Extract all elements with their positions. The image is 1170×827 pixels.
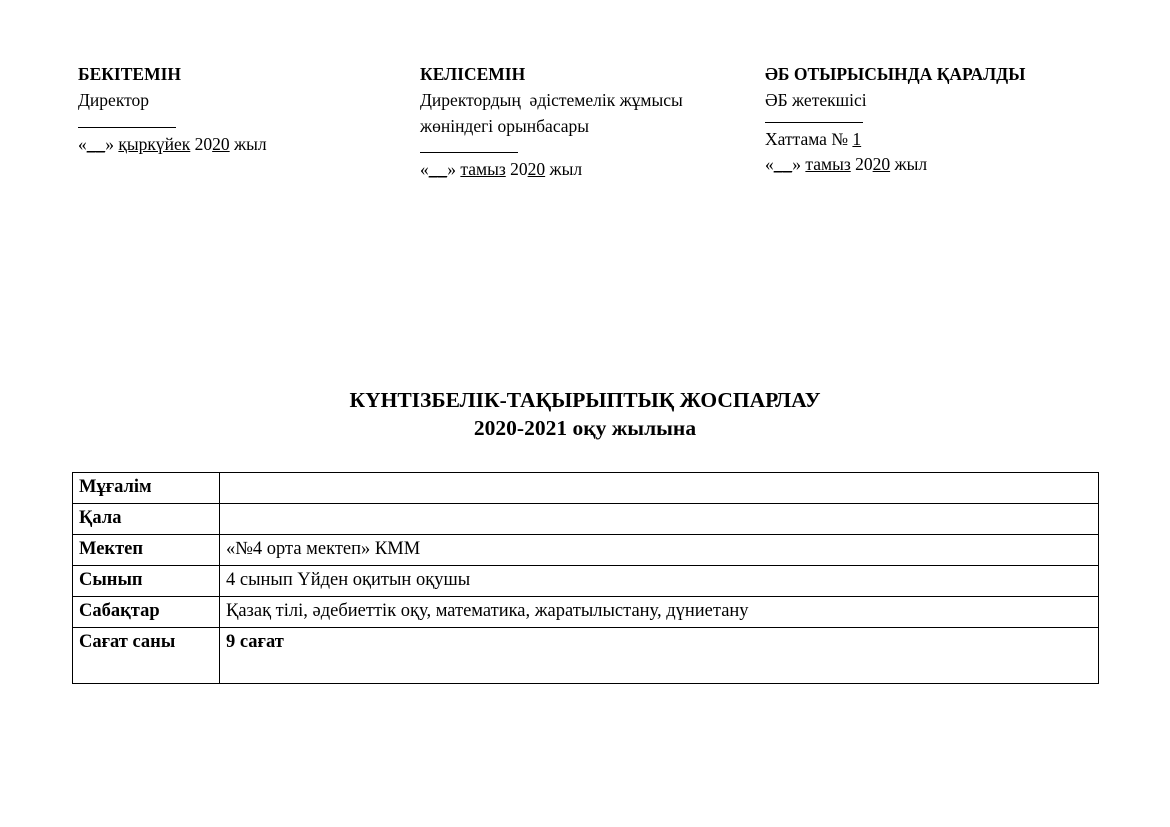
approval-role: ӘБ жетекшісі xyxy=(765,89,867,110)
table-row xyxy=(73,628,1099,684)
row-value-teacher[interactable] xyxy=(220,473,1099,504)
date-year-prefix: 20 xyxy=(190,133,213,154)
table-row xyxy=(73,473,1099,504)
date-quote-close: » xyxy=(105,133,119,154)
table-row xyxy=(73,504,1099,535)
approval-title: КЕЛІСЕМІН xyxy=(420,64,526,84)
page-title-line-1: КҮНТІЗБЕЛІК-ТАҚЫРЫПТЫҚ ЖОСПАРЛАУ xyxy=(349,388,821,412)
row-label-class: Сынып xyxy=(73,566,220,597)
page-title xyxy=(0,386,1170,442)
date-year-suffix: 20 xyxy=(527,159,546,180)
approval-role: Директордың әдістемелік жұмысы жөніндегі орынбасары xyxy=(420,89,688,136)
row-label-hours: Сағат саны xyxy=(73,628,220,684)
approval-date-line xyxy=(420,157,755,183)
date-day-blank: __ xyxy=(773,154,793,175)
date-year-prefix: 20 xyxy=(505,159,528,180)
approval-block-deputy xyxy=(420,62,755,183)
protocol-label: Хаттама № xyxy=(765,128,853,149)
table-row xyxy=(73,566,1099,597)
approval-title: ӘБ ОТЫРЫСЫНДА ҚАРАЛДЫ xyxy=(765,64,1026,84)
row-value-city[interactable] xyxy=(220,504,1099,535)
date-quote-close: » xyxy=(792,154,806,175)
approval-role: Директор xyxy=(78,89,150,110)
row-label-school: Мектеп xyxy=(73,535,220,566)
signature-line xyxy=(765,122,863,123)
row-label-teacher: Мұғалім xyxy=(73,473,220,504)
date-day-blank: __ xyxy=(86,133,106,154)
approval-block-methodical-board xyxy=(765,62,1105,178)
approval-date-line xyxy=(765,152,1105,178)
approval-date-line xyxy=(78,132,408,158)
protocol-number: 1 xyxy=(852,128,862,149)
date-year-word: жыл xyxy=(890,154,928,175)
protocol-line xyxy=(765,127,1105,153)
approval-header xyxy=(0,62,1170,232)
course-info-table xyxy=(72,472,1099,684)
table-row xyxy=(73,597,1099,628)
date-quote-close: » xyxy=(447,159,461,180)
signature-line xyxy=(78,127,176,128)
date-month: тамыз xyxy=(460,159,506,180)
date-month: тамыз xyxy=(805,154,851,175)
date-year-word: жыл xyxy=(545,159,583,180)
row-value-subjects[interactable]: Қазақ тілі, әдебиеттік оқу, математика, жаратылыстану, дүниетану xyxy=(220,597,1099,628)
row-label-subjects: Сабақтар xyxy=(73,597,220,628)
approval-block-director xyxy=(78,62,408,157)
row-value-class[interactable]: 4 сынып Үйден оқитын оқушы xyxy=(220,566,1099,597)
table-row xyxy=(73,535,1099,566)
date-year-suffix: 20 xyxy=(212,133,230,154)
date-year-prefix: 20 xyxy=(850,154,873,175)
date-quote-open: « xyxy=(78,133,87,154)
approval-title: БЕКІТЕМІН xyxy=(78,64,182,84)
date-day-blank: __ xyxy=(428,159,448,180)
row-value-school[interactable]: «№4 орта мектеп» КММ xyxy=(220,535,1099,566)
signature-line xyxy=(420,152,518,153)
page-title-line-2: 2020-2021 оқу жылына xyxy=(473,416,697,440)
row-label-city: Қала xyxy=(73,504,220,535)
date-year-word: жыл xyxy=(229,133,267,154)
row-value-hours[interactable]: 9 сағат xyxy=(220,628,1099,684)
date-year-suffix: 20 xyxy=(872,154,891,175)
date-month: қыркүйек xyxy=(118,133,191,154)
date-quote-open: « xyxy=(420,159,429,180)
date-quote-open: « xyxy=(765,154,774,175)
